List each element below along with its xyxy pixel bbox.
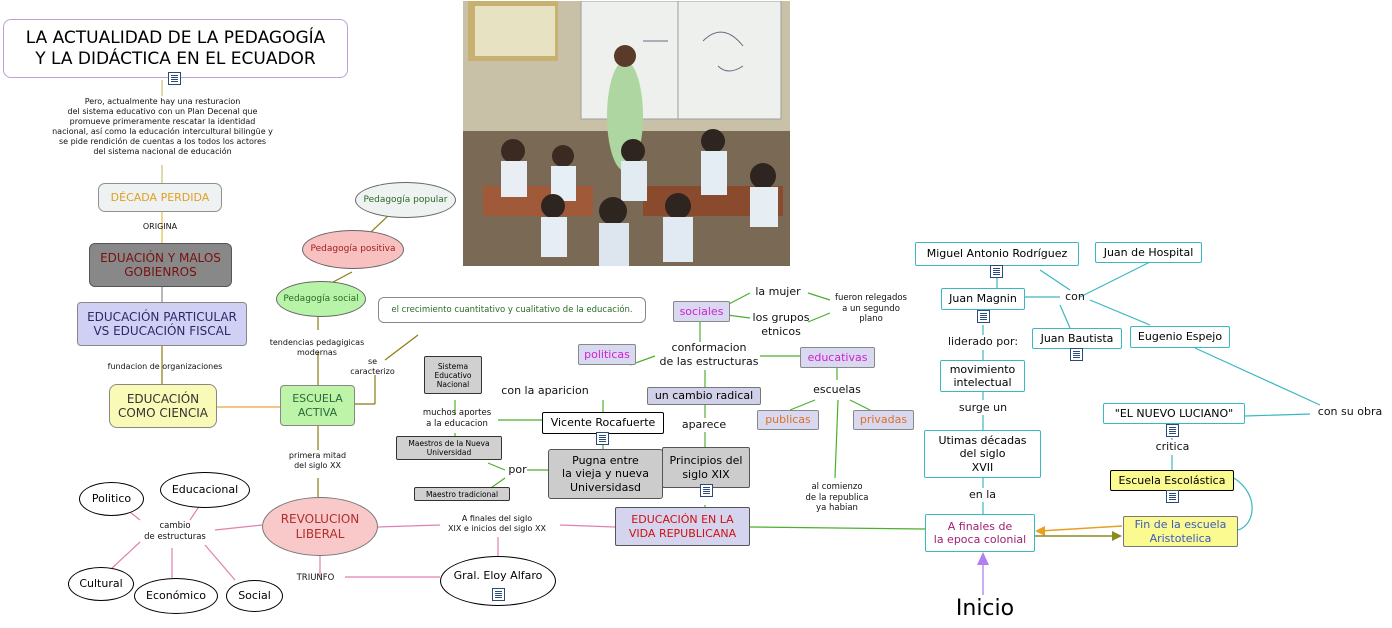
note-icon[interactable] (492, 588, 505, 601)
tendencias-label: tendencias pedagigicas modernas (269, 338, 365, 357)
cambio-radical-node[interactable]: un cambio radical (647, 387, 761, 405)
nuevo-luciano-node[interactable]: "EL NUEVO LUCIANO" (1103, 403, 1245, 424)
a-finales-xix-label: A finales del siglo XIX e inicios del siglo XX (448, 514, 546, 533)
publicas-node[interactable]: publicas (757, 410, 819, 430)
triunfo-label: TRIUNFO (296, 573, 335, 583)
crecimiento-node[interactable]: el crecimiento cuantitativo y cualitativo de la educación. (378, 297, 646, 323)
cultural-node[interactable]: Cultural (68, 567, 134, 601)
conformacion-label: conformacion de las estructuras (659, 341, 759, 368)
note-icon[interactable] (990, 265, 1003, 278)
fueron-relegados-label: fueron relegados a un segundo plano (835, 293, 907, 325)
los-grupos-label: los grupos etnicos (752, 311, 810, 338)
juan-hospital-node[interactable]: Juan de Hospital (1095, 242, 1202, 263)
liderado-label: liderado por: (947, 335, 1019, 348)
pedagogia-popular-node[interactable]: Pedagogía popular (355, 182, 456, 218)
inicio-label: Inicio (955, 596, 1015, 621)
escuelas-label: escuelas (813, 383, 861, 396)
epoca-colonial-node[interactable]: A finales de la epoca colonial (925, 514, 1035, 552)
revolucion-node[interactable]: REVOLUCION LIBERAL (262, 497, 378, 556)
primera-mitad-label: primera mitad del siglo XX (288, 451, 347, 470)
classroom-illustration (463, 1, 790, 266)
educativas-node[interactable]: educativas (800, 347, 875, 368)
economico-node[interactable]: Económico (134, 578, 218, 614)
politicas-node[interactable]: politicas (578, 344, 636, 365)
pedagogia-social-node[interactable]: Pedagogía social (276, 281, 366, 317)
sistema-educativo-node[interactable]: Sistema Educativo Nacional (424, 356, 482, 394)
cambio-estructuras-label: cambio de estructuras (144, 521, 206, 542)
movimiento-node[interactable]: movimiento intelectual (940, 360, 1025, 392)
actualmente-text: Pero, actualmente hay una resturacion del sistema educativo con un Plan Decenal que promueve primeramente rescatar la identidad nacional, así como la educación intercultural bilingüe y se pide rendición de cuentas a los todos los actores del sistema nacional de educación (52, 97, 273, 156)
social-node[interactable]: Social (226, 580, 283, 612)
maestro-tradicional-node[interactable]: Maestro tradicional (414, 487, 510, 501)
educacion-ciencia-node[interactable]: EDUCACIÓN COMO CIENCIA (109, 384, 217, 428)
muchos-aportes-label: muchos aportes a la educacion (422, 408, 492, 429)
educacion-particular-node[interactable]: EDUCACIÓN PARTICULAR VS EDUCACIÓN FISCAL (77, 302, 247, 346)
note-icon[interactable] (700, 484, 713, 497)
con-la-aparicion-label: con la aparicion (501, 384, 589, 397)
pugna-node[interactable]: Pugna entre la vieja y nueva Universidasd (548, 449, 663, 499)
vicente-node[interactable]: Vicente Rocafuerte (542, 412, 664, 434)
aparece-label: aparece (681, 418, 727, 431)
juan-magnin-node[interactable]: Juan Magnin (941, 288, 1025, 310)
al-comienzo-label: al comienzo de la republica ya habian (805, 482, 869, 514)
privadas-node[interactable]: privadas (853, 410, 914, 430)
vida-republicana-node[interactable]: EDUCACIÓN EN LA VIDA REPUBLICANA (615, 507, 750, 546)
principios-node[interactable]: Principios del siglo XIX (662, 447, 750, 488)
eloy-alfaro-node[interactable]: Gral. Eloy Alfaro (440, 556, 556, 606)
con-su-obra-label: con su obra (1317, 405, 1383, 418)
fundacion-label: fundacion de organizaciones (107, 362, 223, 371)
escuela-activa-node[interactable]: ESCUELA ACTIVA (280, 385, 355, 426)
note-icon[interactable] (1166, 424, 1179, 437)
escuela-escolastica-node[interactable]: Escuela Escolástica (1110, 470, 1234, 491)
juan-bautista-node[interactable]: Juan Bautista (1032, 328, 1122, 349)
en-la-label: en la (968, 488, 997, 501)
maestros-nueva-node[interactable]: Maestros de la Nueva Universidad (396, 436, 502, 460)
la-mujer-label: la mujer (755, 285, 801, 298)
origina-label: ORIGINA (142, 222, 178, 231)
note-icon[interactable] (977, 310, 990, 323)
critica-label: critica (1155, 440, 1190, 453)
pedagogia-positiva-node[interactable]: Pedagogía positiva (302, 230, 404, 269)
classroom-photo (463, 1, 790, 266)
educacion-malos-node[interactable]: EDUACIÓN Y MALOS GOBIENROS (89, 243, 232, 287)
page-title: LA ACTUALIDAD DE LA PEDAGOGÍA Y LA DIDÁCTICA EN EL ECUADOR (3, 19, 348, 78)
politico-node[interactable]: Politico (79, 482, 144, 516)
surge-un-label: surge un (958, 401, 1008, 414)
note-icon[interactable] (1166, 490, 1179, 503)
decada-perdida-node[interactable]: DÉCADA PERDIDA (98, 183, 222, 212)
por-label: por (508, 463, 527, 476)
con-label: con (1065, 290, 1085, 303)
sociales-node[interactable]: sociales (673, 301, 730, 322)
note-icon[interactable] (168, 72, 181, 85)
note-icon[interactable] (1070, 348, 1083, 361)
se-caracterizo-label: se caracterizo (350, 357, 395, 376)
fin-escuela-node[interactable]: Fin de la escuela Aristotelica (1123, 516, 1238, 547)
note-icon[interactable] (596, 432, 609, 445)
eugenio-node[interactable]: Eugenio Espejo (1130, 326, 1230, 348)
utimas-node[interactable]: Utimas décadas del siglo XVII (924, 430, 1041, 478)
educacional-node[interactable]: Educacional (160, 472, 250, 508)
miguel-node[interactable]: Miguel Antonio Rodríguez (915, 242, 1079, 266)
